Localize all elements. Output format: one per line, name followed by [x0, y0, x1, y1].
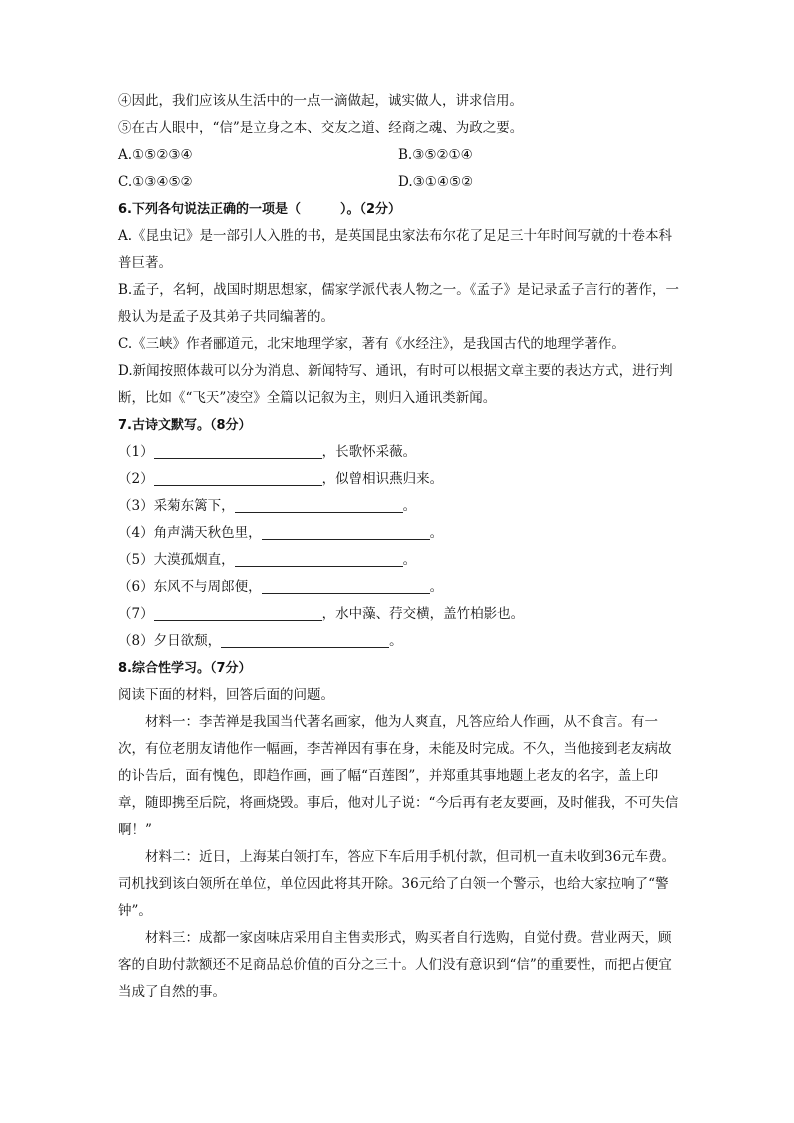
q6-title: 6.下列各句说法正确的一项是（ ）。（2分）	[118, 202, 402, 217]
item-suffix: 。	[402, 552, 417, 568]
answer-blank[interactable]	[154, 442, 322, 459]
answer-blank[interactable]	[221, 631, 389, 648]
item-prefix: 夕日欲颓，	[153, 633, 222, 649]
q7-item-8	[118, 628, 684, 655]
item-number: （6）	[118, 579, 154, 595]
item-prefix: 东风不与周郎便，	[153, 579, 262, 595]
q5-option-b: B.③⑤②①④	[398, 147, 473, 163]
item-suffix: 。	[429, 525, 444, 541]
exam-page	[118, 88, 684, 1006]
answer-blank[interactable]	[235, 550, 403, 567]
q5-option-c: C.①③④⑤②	[118, 174, 193, 190]
item-number: （8）	[118, 633, 154, 649]
q7-item-2	[118, 466, 684, 493]
sentence-5: ⑤在古人眼中，“信”是立身之本、交友之道、经商之魂、为政之要。	[118, 120, 524, 136]
item-number: （2）	[118, 471, 154, 487]
item-number: （5）	[118, 552, 154, 568]
q5-option-d: D.③①④⑤②	[398, 174, 474, 190]
item-number: （4）	[118, 525, 154, 541]
q7-item-1	[118, 439, 684, 466]
answer-blank[interactable]	[262, 577, 430, 594]
q6-option-d: D.新闻按照体裁可以分为消息、新闻特写、通讯，有时可以根据文章主要的表达方式，进行判断，比如《“飞天”凌空》全篇以记叙为主，则归入通讯类新闻。	[118, 363, 673, 406]
material-3: 材料三：成都一家卤味店采用自主售卖形式，购买者自行选购，自觉付费。营业两天，顾客的自助付款额还不足商品总价值的百分之三十。人们没有意识到“信”的重要性，而把占便宜当成了自然的事。	[118, 930, 672, 1000]
item-suffix: 。	[429, 579, 444, 595]
q6-option-a: A.《昆虫记》是一部引人入胜的书，是英国昆虫家法布尔花了足足三十年时间写就的十卷本科普巨著。	[118, 228, 673, 271]
q7-item-3	[118, 493, 684, 520]
item-suffix: 。	[389, 633, 403, 649]
q5-option-a: A.①⑤②③④	[118, 147, 193, 163]
q7-title: 7.古诗文默写。（8分）	[118, 418, 252, 433]
q7-item-4	[118, 520, 684, 547]
item-number: （3）	[118, 498, 154, 514]
item-prefix: 大漠孤烟直，	[153, 552, 235, 568]
material-2: 材料二：近日，上海某白领打车，答应下车后用手机付款，但司机一直未收到36元车费。司机找到该白领所在单位，单位因此将其开除。36元给了白领一个警示，也给大家拉响了“警钟”。	[118, 849, 676, 919]
item-number: （7）	[118, 606, 154, 622]
q5-options-row-1	[118, 142, 684, 169]
material-1: 材料一：李苦禅是我国当代著名画家，他为人爽直，凡答应给人作画，从不食言。有一次，有位老朋友请他作一幅画，李苦禅因有事在身，未能及时完成。不久，当他接到老友病故的讣告后，面有愧色，即趋作画，画了幅“百莲图”，并郑重其事地题上老友的名字，盖上印章，随即携至后院，将画烧毁。事后，他对儿子说：“今后再有老友要画，及时催我，不可失信啊！”	[118, 714, 679, 838]
item-number: （1）	[118, 444, 154, 460]
q7-item-7	[118, 601, 684, 628]
sentence-4: ④因此，我们应该从生活中的一点一滴做起，诚实做人，讲求信用。	[118, 93, 523, 109]
answer-blank[interactable]	[154, 604, 322, 621]
q8-intro: 阅读下面的材料，回答后面的问题。	[118, 687, 334, 703]
item-prefix: 角声满天秋色里，	[153, 525, 262, 541]
q6-option-b: B.孟子，名轲，战国时期思想家，儒家学派代表人物之一。《孟子》是记录孟子言行的著作，一般认为是孟子及其弟子共同编著的。	[118, 282, 679, 325]
item-suffix: ，长歌怀采薇。	[321, 444, 417, 460]
answer-blank[interactable]	[262, 523, 430, 540]
item-suffix: ，水中藻、荇交横，盖竹柏影也。	[321, 606, 525, 622]
q7-item-5	[118, 547, 684, 574]
item-suffix: ，似曾相识燕归来。	[321, 471, 444, 487]
q8-title: 8.综合性学习。（7分）	[118, 661, 252, 676]
q5-options-row-2	[118, 169, 684, 196]
item-prefix: 采菊东篱下，	[153, 498, 235, 514]
item-suffix: 。	[402, 498, 417, 514]
q7-item-6	[118, 574, 684, 601]
answer-blank[interactable]	[154, 469, 322, 486]
answer-blank[interactable]	[235, 496, 403, 513]
q6-option-c: C.《三峡》作者郦道元，北宋地理学家，著有《水经注》，是我国古代的地理学著作。	[118, 336, 625, 352]
